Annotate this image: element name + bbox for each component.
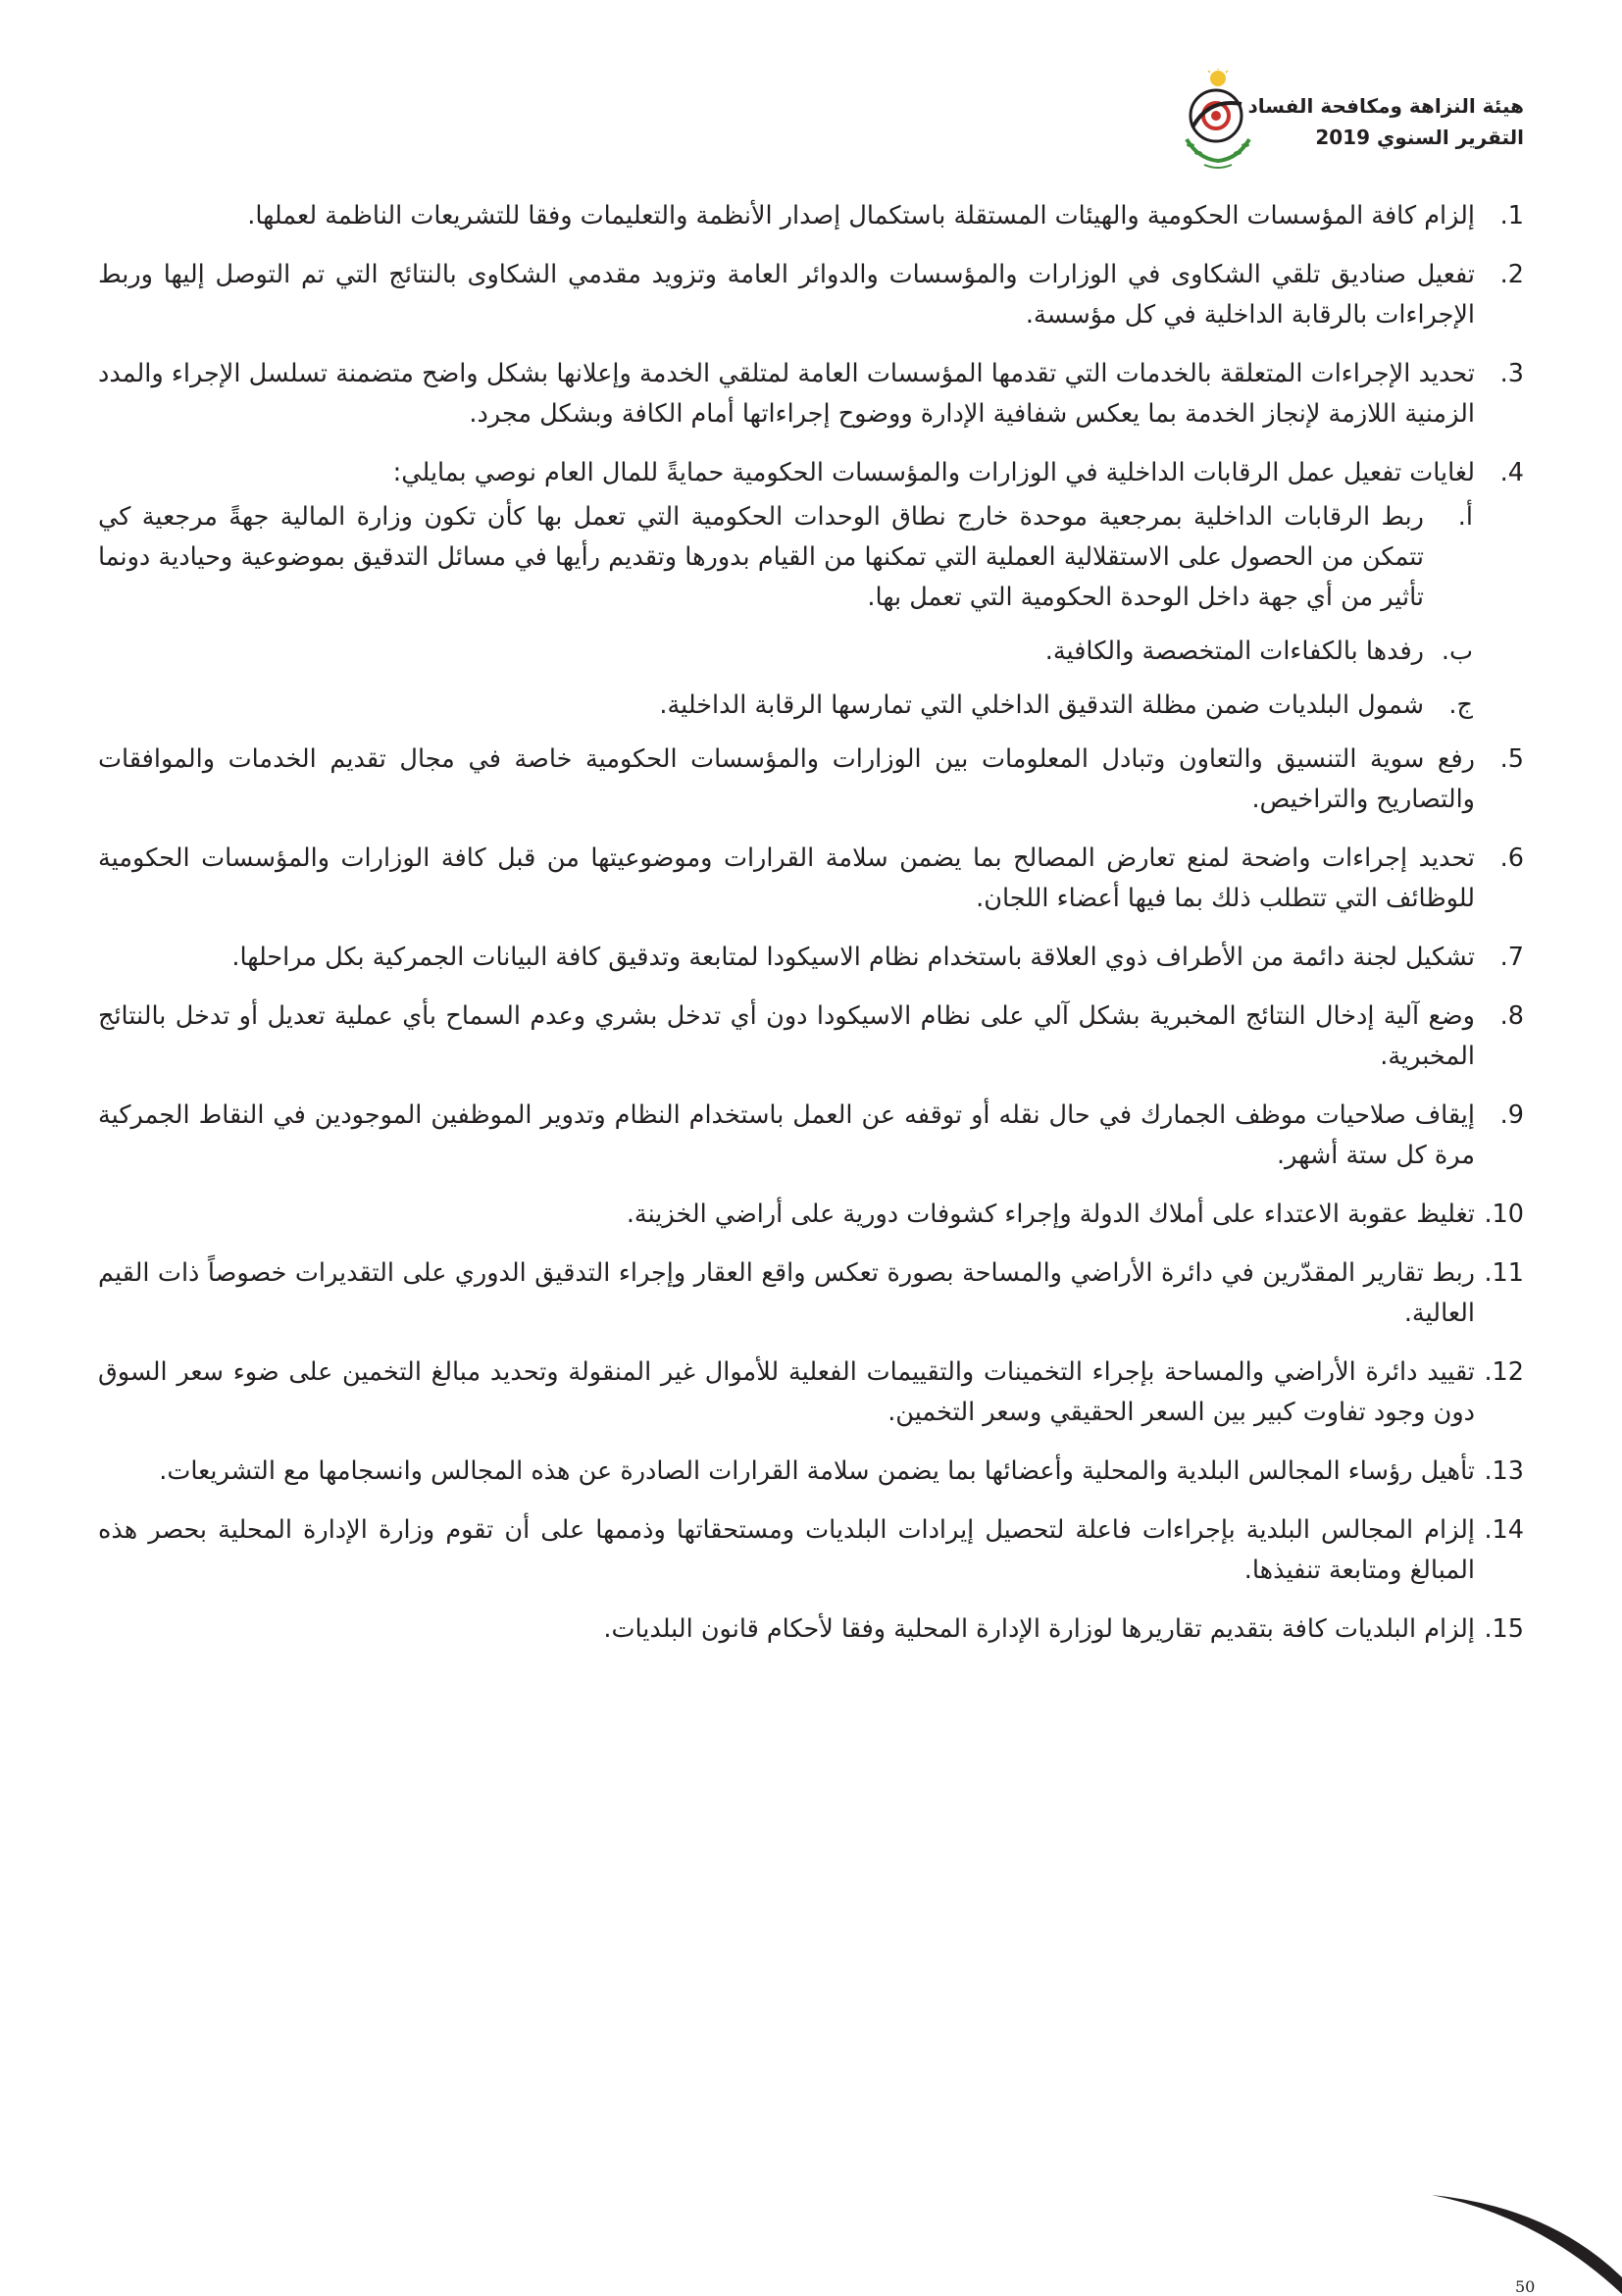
sub-item-letter: ج. [1448, 690, 1473, 720]
sub-item-text: ربط الرقابات الداخلية بمرجعية موحدة خارج نطاق الوحدات الحكومية التي تعمل بها كأن تكون وزارة المالية جهةً مرجعية كي تتمكن من الحصول على الاستقلالية العملية التي تمكنها من القيام بدورها وتقديم رأيها في مسائل التدقيق بموضوعية وحيادية دونما تأثير من أي جهة داخل الوحدة الحكومية التي تعمل بها. [98, 502, 1424, 612]
list-item [98, 354, 1524, 434]
list-item [98, 1253, 1524, 1334]
list-item [98, 1510, 1524, 1591]
item-number: 3. [1499, 359, 1524, 388]
list-item [98, 1195, 1524, 1235]
item-number: 6. [1499, 843, 1524, 873]
list-item [98, 453, 1524, 493]
sub-list-item [98, 497, 1524, 618]
item-number: 13. [1484, 1456, 1524, 1486]
list-item [98, 1609, 1524, 1650]
item-text: إلزام البلديات كافة بتقديم تقاريرها لوزارة الإدارة المحلية وفقا لأحكام قانون البلديات. [603, 1614, 1475, 1644]
list-item [98, 1352, 1524, 1433]
item-text: إلزام كافة المؤسسات الحكومية والهيئات المستقلة باستكمال إصدار الأنظمة والتعليمات وفقا للتشريعات الناظمة لعملها. [247, 201, 1475, 230]
item-text: تقييد دائرة الأراضي والمساحة بإجراء التخمينات والتقييمات الفعلية للأموال غير المنقولة وتحديد مبالغ التخمين على ضوء سعر السوق دون وجود تفاوت كبير بين السعر الحقيقي وسعر التخمين. [98, 1357, 1475, 1427]
item-number: 7. [1499, 943, 1524, 972]
item-number: 9. [1499, 1100, 1524, 1130]
sub-list-item [98, 686, 1524, 726]
list-item [98, 938, 1524, 978]
item-text: تحديد الإجراءات المتعلقة بالخدمات التي تقدمها المؤسسات العامة لمتلقي الخدمة وإعلانها بشكل واضح متضمنة تسلسل الإجراء والمدد الزمنية اللازمة لإنجاز الخدمة بما يعكس شفافية الإدارة ووضوح إجراءاتها أمام الكافة وبشكل مجرد. [98, 359, 1475, 429]
item-number: 8. [1499, 1001, 1524, 1031]
item-text: تغليظ عقوبة الاعتداء على أملاك الدولة وإجراء كشوفات دورية على أراضي الخزينة. [626, 1199, 1475, 1229]
item-number: 2. [1499, 260, 1524, 289]
item-text: ربط تقارير المقدّرين في دائرة الأراضي والمساحة بصورة تعكس واقع العقار وإجراء التدقيق الدوري على التقديرات خصوصاً ذات القيم العالية. [98, 1258, 1475, 1328]
org-name: هيئة النزاهة ومكافحة الفساد [1247, 94, 1524, 118]
item-number: 1. [1499, 201, 1524, 230]
recommendations-list [98, 196, 1524, 1668]
item-text: تحديد إجراءات واضحة لمنع تعارض المصالح بما يضمن سلامة القرارات وموضوعيتها من قبل كافة الوزارات والمؤسسات الحكومية للوظائف التي تتطلب ذلك بما فيها أعضاء اللجان. [98, 843, 1475, 913]
item-text: تفعيل صناديق تلقي الشكاوى في الوزارات والمؤسسات والدوائر العامة وتزويد مقدمي الشكاوى بالنتائج التي تم التوصل إليها وربط الإجراءات بالرقابة الداخلية في كل مؤسسة. [98, 260, 1475, 330]
item-number: 12. [1484, 1357, 1524, 1387]
item-number: 14. [1484, 1515, 1524, 1545]
list-item [98, 996, 1524, 1077]
item-number: 5. [1499, 744, 1524, 774]
item-text: رفع سوية التنسيق والتعاون وتبادل المعلومات بين الوزارات والمؤسسات الحكومية خاصة في مجال تقديم الخدمات والموافقات والتصاريح والتراخيص. [98, 744, 1475, 814]
sub-item-letter: ب. [1441, 637, 1473, 666]
sub-item-letter: أ. [1457, 502, 1473, 532]
list-item [98, 740, 1524, 820]
item-text: لغايات تفعيل عمل الرقابات الداخلية في الوزارات والمؤسسات الحكومية حمايةً للمال العام نوصي بمايلي: [392, 458, 1475, 487]
item-number: 15. [1484, 1614, 1524, 1644]
header-text [1247, 90, 1524, 153]
item-text: وضع آلية إدخال النتائج المخبرية بشكل آلي على نظام الاسيكودا دون أي تدخل بشري وعدم السماح بأي عملية تعديل أو تدخل بالنتائج المخبرية. [98, 1001, 1475, 1071]
item-number: 11. [1484, 1258, 1524, 1288]
sub-list-item [98, 632, 1524, 672]
list-item [98, 1452, 1524, 1492]
item-number: 4. [1499, 458, 1524, 487]
item-text: تأهيل رؤساء المجالس البلدية والمحلية وأعضائها بما يضمن سلامة القرارات الصادرة عن هذه المجالس وانسجامها مع التشريعات. [159, 1456, 1475, 1486]
list-item [98, 1096, 1524, 1176]
item-text: تشكيل لجنة دائمة من الأطراف ذوي العلاقة باستخدام نظام الاسيكودا لمتابعة وتدقيق كافة البيانات الجمركية بكل مراحلها. [231, 943, 1475, 972]
list-item [98, 839, 1524, 919]
page-number: 50 [1515, 2277, 1536, 2296]
item-text: إيقاف صلاحيات موظف الجمارك في حال نقله أو توقفه عن العمل باستخدام النظام وتدوير الموظفين الموجودين في النقاط الجمركية مرة كل ستة أشهر. [98, 1100, 1475, 1170]
page-header [1053, 69, 1524, 177]
sub-item-text: رفدها بالكفاءات المتخصصة والكافية. [1044, 637, 1424, 666]
item-text: إلزام المجالس البلدية بإجراءات فاعلة لتحصيل إيرادات البلديات ومستحقاتها وذممها على أن تقوم وزارة الإدارة المحلية بحصر هذه المبالغ ومتابعة تنفيذها. [98, 1515, 1475, 1585]
list-item [98, 196, 1524, 236]
sub-item-text: شمول البلديات ضمن مظلة التدقيق الداخلي التي تمارسها الرقابة الداخلية. [659, 690, 1424, 720]
report-title: التقرير السنوي 2019 [1315, 126, 1524, 149]
list-item [98, 255, 1524, 335]
item-number: 10. [1484, 1199, 1524, 1229]
